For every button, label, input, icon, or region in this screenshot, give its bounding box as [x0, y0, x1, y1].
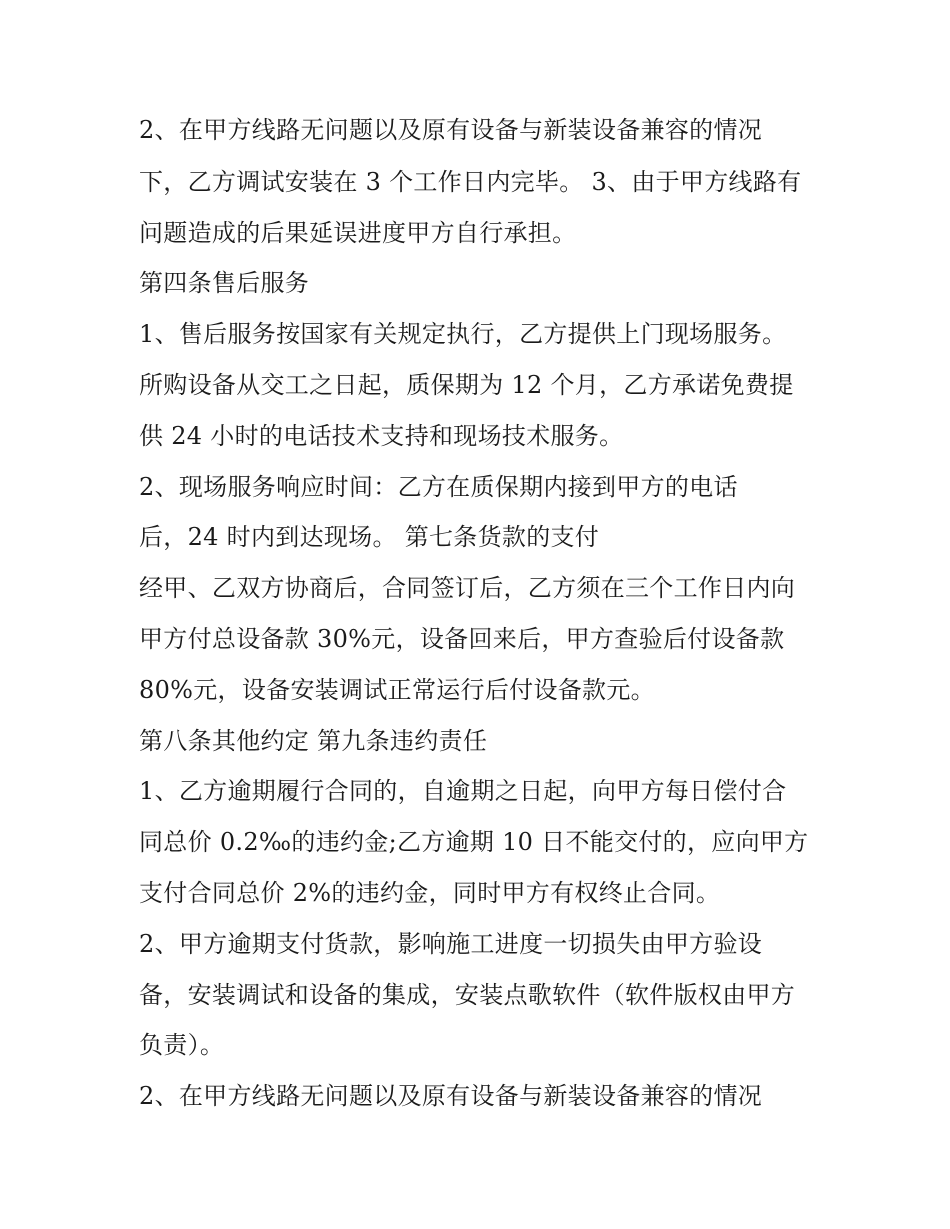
text-line: 下，乙方调试安装在 3 个工作日内完毕。 3、由于甲方线路有 [139, 168, 802, 196]
text-line: 供 24 小时的电话技术支持和现场技术服务。 [139, 422, 624, 450]
section-heading: 第四条售后服务 [139, 269, 310, 297]
text-line: 80%元，设备安装调试正常运行后付设备款元。 [139, 676, 655, 704]
text-line: 1、售后服务按国家有关规定执行，乙方提供上门现场服务。 [139, 320, 787, 348]
text-line: 经甲、乙双方协商后，合同签订后，乙方须在三个工作日内向 [139, 574, 796, 602]
text-line: 1、乙方逾期履行合同的，自逾期之日起，向甲方每日偿付合 [139, 777, 787, 805]
text-line: 问题造成的后果延误进度甲方自行承担。 [139, 219, 577, 247]
text-line: 负责）。 [139, 1031, 225, 1059]
text-line: 2、在甲方线路无问题以及原有设备与新装设备兼容的情况 [139, 1082, 763, 1110]
text-line: 甲方付总设备款 30%元，设备回来后，甲方查验后付设备款 [139, 625, 785, 653]
text-line: 2、在甲方线路无问题以及原有设备与新装设备兼容的情况 [139, 116, 763, 144]
text-line: 2、现场服务响应时间：乙方在质保期内接到甲方的电话 [139, 473, 738, 501]
text-line: 同总价 0.2‰的违约金;乙方逾期 10 日不能交付的，应向甲方 [139, 828, 809, 856]
text-line: 2、甲方逾期支付货款，影响施工进度一切损失由甲方验设 [139, 930, 763, 958]
text-line: 支付合同总价 2%的违约金，同时甲方有权终止合同。 [139, 879, 721, 907]
text-line: 备，安装调试和设备的集成，安装点歌软件（软件版权由甲方 [139, 981, 796, 1009]
text-line: 后，24 时内到达现场。 第七条货款的支付 [139, 523, 600, 551]
text-line: 所购设备从交工之日起，质保期为 12 个月，乙方承诺免费提 [139, 371, 794, 399]
section-heading: 第八条其他约定 第九条违约责任 [139, 727, 488, 755]
